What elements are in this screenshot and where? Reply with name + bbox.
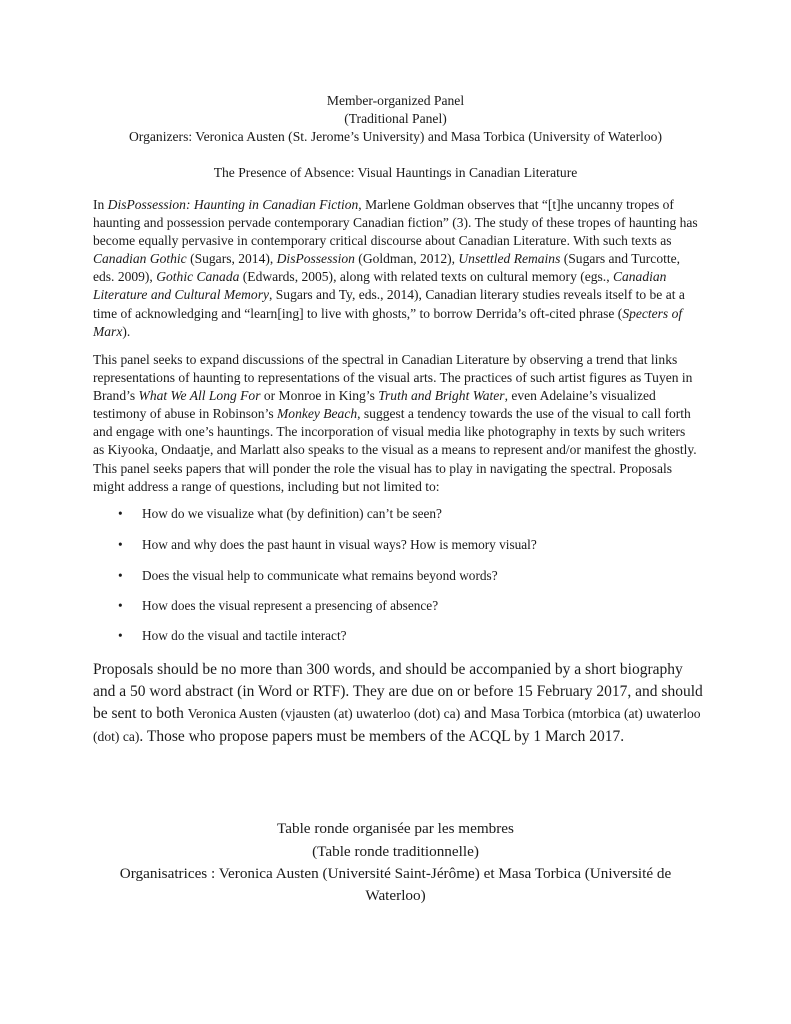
french-panel-format-heading: (Table ronde traditionnelle) bbox=[312, 843, 479, 860]
question-text: How do we visualize what (by definition) can’t be seen? bbox=[142, 506, 442, 521]
text-run: or Monroe in King’s bbox=[260, 388, 379, 404]
text-run: , Sugars and Ty, eds., 2014), Canadian literary studies reveals itself to be at a time of acknowledging and “learn[ing] to live with ghosts,” to borrow Derrida’s oft-cited phrase ( bbox=[93, 287, 685, 321]
scope-paragraph bbox=[93, 351, 699, 496]
text-run: , even Adelaine’s visualized testimony of abuse in Robinson’s bbox=[93, 388, 656, 422]
text-run: This panel seeks to expand discussions of the spectral in Canadian Literature by observing a trend that links representations of haunting to representations of the visual arts. The practices of such artist figures as Tuyen in Brand’s bbox=[93, 352, 693, 404]
bullet-icon: • bbox=[118, 598, 123, 613]
book-title: Specters of Marx bbox=[93, 305, 683, 339]
text-run: (Edwards, 2005), along with related texts on cultural memory (egs., bbox=[239, 269, 613, 285]
book-title: Canadian Gothic bbox=[93, 251, 187, 267]
book-title: Monkey Beach bbox=[277, 406, 358, 422]
book-title: Canadian Literature and Cultural Memory bbox=[93, 269, 667, 303]
french-panel-type-heading: Table ronde organisée par les membres bbox=[277, 820, 514, 837]
text-run: . Those who propose papers must be members of the ACQL by 1 March 2017. bbox=[139, 727, 625, 745]
question-list-item bbox=[118, 567, 498, 584]
text-run: (Goldman, 2012), bbox=[354, 251, 459, 267]
text-run: (Sugars, 2014), bbox=[186, 251, 277, 267]
question-list-item bbox=[118, 536, 537, 553]
question-list-item bbox=[118, 505, 442, 522]
panel-title: The Presence of Absence: Visual Hauntings in Canadian Literature bbox=[213, 165, 578, 180]
book-title: DisPossession: Haunting in Canadian Fiction bbox=[107, 197, 359, 212]
bullet-icon: • bbox=[118, 628, 123, 643]
book-title: Truth and Bright Water bbox=[378, 388, 505, 404]
book-title: DisPossession bbox=[276, 251, 355, 267]
question-text: Does the visual help to communicate what remains beyond words? bbox=[142, 568, 498, 583]
text-run: (Sugars and Turcotte, eds. 2009), bbox=[93, 251, 681, 285]
contact-text: Veronica Austen (vjausten (at) uwaterloo (dot) ca) bbox=[187, 706, 461, 722]
french-organizers-line-continued: Waterloo) bbox=[365, 887, 426, 904]
text-run: , suggest a tendency towards the use of the visual to call forth and engage with one’s hauntings. The incorporation of visual media like photography in texts by such writers as Kiyooka, Ondaatje, and Marlatt also speaks to the visual as a means to represent and/or manifest the ghostly. This panel seeks papers that will ponder the role the visual has to play in navigating the spectral. Proposals might address a range of questions, including but not limited to: bbox=[93, 406, 697, 494]
submission-paragraph bbox=[93, 659, 703, 748]
book-title: Unsettled Remains bbox=[458, 251, 561, 267]
french-organizers-line: Organisatrices : Veronica Austen (Université Saint-Jérôme) et Masa Torbica (Université de bbox=[119, 865, 672, 882]
text-run: and bbox=[460, 705, 491, 723]
contact-text: Masa Torbica (mtorbica (at) uwaterloo (dot) ca) bbox=[93, 706, 701, 744]
panel-type-heading: Member-organized Panel bbox=[326, 93, 465, 108]
question-list-item bbox=[118, 627, 347, 644]
book-title: What We All Long For bbox=[138, 388, 261, 404]
bullet-icon: • bbox=[118, 568, 123, 583]
question-text: How do the visual and tactile interact? bbox=[142, 628, 347, 643]
question-list-item bbox=[118, 597, 438, 614]
text-run: ). bbox=[122, 323, 131, 339]
text-run: In bbox=[93, 197, 108, 212]
bullet-icon: • bbox=[118, 506, 123, 521]
question-text: How does the visual represent a presencing of absence? bbox=[142, 598, 439, 613]
text-run: Proposals should be no more than 300 words, and should be accompanied by a short biography and a 50 word abstract (in Word or RTF). They are due on or before 15 February 2017, and should be sent to both bbox=[93, 661, 703, 723]
panel-format-heading: (Traditional Panel) bbox=[344, 111, 447, 126]
book-title: Gothic Canada bbox=[156, 269, 240, 285]
question-text: How and why does the past haunt in visual ways? How is memory visual? bbox=[142, 537, 537, 552]
bullet-icon: • bbox=[118, 537, 123, 552]
organizers-line: Organizers: Veronica Austen (St. Jerome’s University) and Masa Torbica (University of Waterloo) bbox=[128, 129, 662, 144]
intro-paragraph bbox=[93, 196, 699, 341]
text-run: , Marlene Goldman observes that “[t]he uncanny tropes of haunting and possession pervade contemporary Canadian fiction” (3). The study of these tropes of haunting has become equally pervasive in contemporary critical discourse about Canadian Literature. With such texts as bbox=[93, 197, 698, 249]
